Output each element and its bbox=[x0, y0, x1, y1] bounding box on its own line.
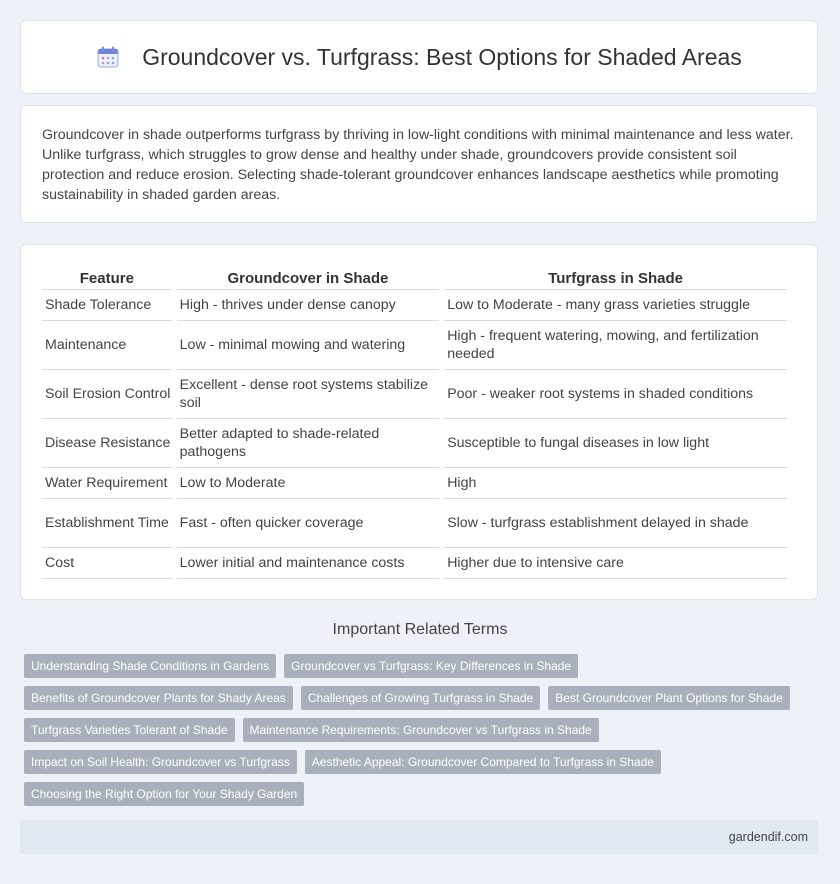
table-row bbox=[42, 290, 787, 321]
table-row bbox=[42, 548, 787, 579]
header-turfgrass: Turfgrass in Shade bbox=[444, 267, 787, 290]
feature-cell: Water Requirement bbox=[42, 468, 172, 499]
related-term-tag[interactable]: Groundcover vs Turfgrass: Key Differences in Shade bbox=[284, 654, 578, 678]
turfgrass-cell: High - frequent watering, mowing, and fertilization needed bbox=[444, 321, 787, 370]
comparison-table bbox=[37, 267, 792, 579]
page-title: Groundcover vs. Turfgrass: Best Options for Shaded Areas bbox=[142, 43, 742, 70]
table-row bbox=[42, 321, 787, 370]
groundcover-cell: Low to Moderate bbox=[177, 468, 440, 499]
title-card bbox=[20, 20, 818, 94]
groundcover-cell: Fast - often quicker coverage bbox=[177, 499, 440, 548]
related-terms-list bbox=[24, 654, 814, 814]
related-term-tag[interactable]: Aesthetic Appeal: Groundcover Compared to Turfgrass in Shade bbox=[305, 750, 661, 774]
turfgrass-cell: Higher due to intensive care bbox=[444, 548, 787, 579]
table-header-row bbox=[42, 267, 787, 290]
groundcover-cell: Better adapted to shade-related pathogens bbox=[177, 419, 440, 468]
related-term-tag[interactable]: Challenges of Growing Turfgrass in Shade bbox=[301, 686, 540, 710]
table-row bbox=[42, 419, 787, 468]
feature-cell: Cost bbox=[42, 548, 172, 579]
intro-card bbox=[20, 105, 818, 223]
calendar-icon bbox=[96, 45, 120, 69]
footer-site-link[interactable]: gardendif.com bbox=[728, 830, 808, 844]
table-row bbox=[42, 370, 787, 419]
table-row bbox=[42, 499, 787, 548]
header-groundcover: Groundcover in Shade bbox=[177, 267, 440, 290]
related-terms-title: Important Related Terms bbox=[332, 621, 508, 638]
feature-cell: Maintenance bbox=[42, 321, 172, 370]
feature-cell: Soil Erosion Control bbox=[42, 370, 172, 419]
turfgrass-cell: Slow - turfgrass establishment delayed in shade bbox=[444, 499, 787, 548]
groundcover-cell: Excellent - dense root systems stabilize soil bbox=[177, 370, 440, 419]
table-row bbox=[42, 468, 787, 499]
feature-cell: Shade Tolerance bbox=[42, 290, 172, 321]
related-term-tag[interactable]: Turfgrass Varieties Tolerant of Shade bbox=[24, 718, 235, 742]
turfgrass-cell: Poor - weaker root systems in shaded conditions bbox=[444, 370, 787, 419]
related-term-tag[interactable]: Maintenance Requirements: Groundcover vs Turfgrass in Shade bbox=[243, 718, 599, 742]
comparison-card bbox=[20, 244, 818, 600]
header-feature: Feature bbox=[42, 267, 172, 290]
footer bbox=[20, 820, 818, 854]
related-term-tag[interactable]: Benefits of Groundcover Plants for Shady Areas bbox=[24, 686, 293, 710]
turfgrass-cell: Low to Moderate - many grass varieties struggle bbox=[444, 290, 787, 321]
related-term-tag[interactable]: Impact on Soil Health: Groundcover vs Turfgrass bbox=[24, 750, 297, 774]
groundcover-cell: High - thrives under dense canopy bbox=[177, 290, 440, 321]
feature-cell: Disease Resistance bbox=[42, 419, 172, 468]
turfgrass-cell: High bbox=[444, 468, 787, 499]
turfgrass-cell: Susceptible to fungal diseases in low light bbox=[444, 419, 787, 468]
intro-text: Groundcover in shade outperforms turfgrass by thriving in low-light conditions with minimal maintenance and less water. Unlike turfgrass, which struggles to grow dense and healthy under shade, groundcovers provide consistent soil protection and reduce erosion. Selecting shade-tolerant groundcover enhances landscape aesthetics while promoting sustainability in shaded garden areas. bbox=[42, 127, 794, 203]
related-term-tag[interactable]: Choosing the Right Option for Your Shady Garden bbox=[24, 782, 304, 806]
related-term-tag[interactable]: Best Groundcover Plant Options for Shade bbox=[548, 686, 789, 710]
groundcover-cell: Lower initial and maintenance costs bbox=[177, 548, 440, 579]
groundcover-cell: Low - minimal mowing and watering bbox=[177, 321, 440, 370]
related-term-tag[interactable]: Understanding Shade Conditions in Gardens bbox=[24, 654, 276, 678]
feature-cell: Establishment Time bbox=[42, 499, 172, 548]
